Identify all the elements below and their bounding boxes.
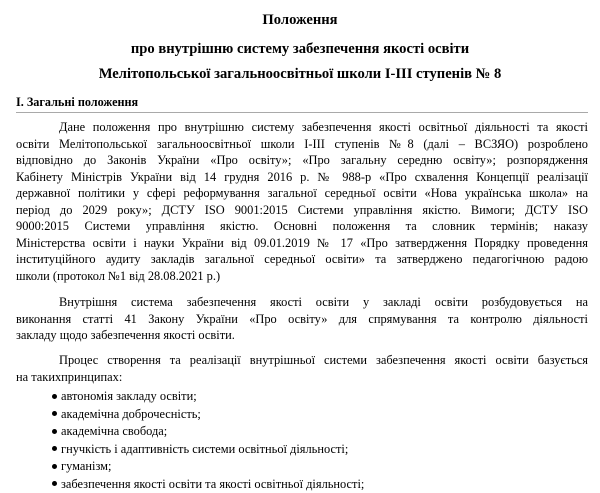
document-title: Положення — [262, 12, 338, 28]
paragraph-line: виконання статті 41 Закону України «Про освіту» для спрямування та контролю діяльності — [16, 311, 588, 326]
paragraph-line: Дане положення про внутрішню систему забезпечення якості освітньої діяльності та якості — [59, 120, 588, 134]
bullet-icon — [52, 429, 57, 434]
bullet-icon — [52, 394, 57, 399]
list-item — [52, 423, 364, 439]
list-item-text: академічна свобода; — [61, 424, 168, 438]
list-item — [52, 406, 364, 422]
paragraph-line: Міністерства освіти і науки України від 09.01.2019 № 17 «Про затвердження Порядку проведення — [16, 235, 588, 250]
paragraph-line: освіти Мелітопольської загальноосвітньої школи І-ІІІ ступенів №8 (далі – ВСЗЯО) розроблено — [16, 136, 588, 151]
paragraph-line: 9000:2015 Системи управління якістю. Основні положення та словник термінів; наказу — [16, 219, 588, 233]
paragraph-line: Процес створення та реалізації внутрішньої системи забезпечення якості освіти базується — [59, 353, 588, 367]
list-item-text: гуманізм; — [61, 459, 112, 473]
paragraph-line: Кабінету Міністрів України від 14 грудня 2016 р. № 988-р «Про схвалення Концепції реалізації — [16, 169, 588, 184]
bullet-icon — [52, 411, 57, 416]
school-name-title: Мелітопольської загальноосвітньої школи І-ІІІ ступенів № 8 — [98, 66, 502, 82]
list-item-text: автономія закладу освіти; — [61, 389, 197, 403]
section-heading: І. Загальні положення — [16, 95, 139, 109]
paragraph-line: Внутрішня система забезпечення якості освіти у закладі освіти розбудовується на — [59, 295, 588, 309]
paragraph-line: інституційного аудиту закладів загальної середньої освіти» та затверджено педагогічною радою — [16, 252, 588, 266]
list-item — [52, 476, 364, 492]
principles-list — [52, 388, 364, 493]
section-divider — [16, 112, 588, 113]
list-item — [52, 388, 364, 404]
paragraph-line: школи (протокол №1 від 28.08.2021 р.) — [16, 268, 221, 283]
bullet-icon — [52, 446, 57, 451]
list-item-text: гнучкість і адаптивність системи освітньої діяльності; — [61, 441, 349, 456]
list-item — [52, 441, 364, 457]
paragraph-line: закладу щодо забезпечення якості освіти. — [16, 328, 235, 342]
paragraph-line: державної політики у сфері реформування загальної середньої освіти «Нова українська школа» на — [16, 186, 588, 200]
bullet-icon — [52, 464, 57, 469]
bullet-icon — [52, 481, 57, 486]
paragraph-line: період до 2029 року»; ДСТУ ISO 9001:2015 Системи управління якістю. Вимоги; ДСТУ ISO — [16, 202, 588, 217]
list-item-text: академічна доброчесність; — [61, 406, 201, 421]
list-item-text: забезпечення якості освіти та якості освітньої діяльності; — [61, 476, 365, 491]
document-subtitle: про внутрішню систему забезпечення якості освіти — [130, 41, 470, 57]
paragraph-line: на такихпринципах: — [16, 369, 123, 384]
list-item — [52, 458, 364, 474]
paragraph-line: відповідно до Законів України «Про освіту»; «Про загальну середню освіту»; розпорядження — [16, 153, 588, 167]
